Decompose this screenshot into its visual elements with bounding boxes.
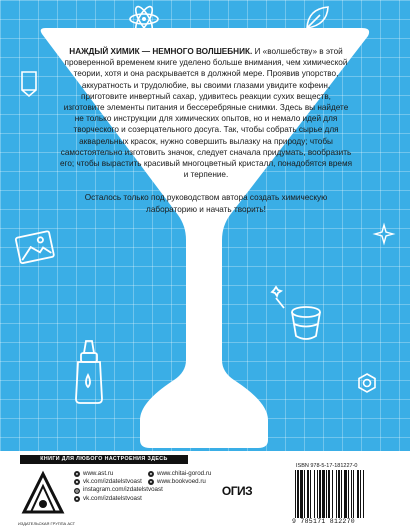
web-icon: ● bbox=[75, 471, 79, 477]
book-description bbox=[60, 46, 352, 215]
link-row[interactable] bbox=[74, 495, 163, 503]
link-text[interactable]: www.ast.ru bbox=[83, 470, 114, 477]
description-outro: Осталось только под руководством автора создать химическую лабораторию и начать творить! bbox=[84, 193, 328, 214]
tagline-banner: КНИГИ ДЛЯ ЛЮБОГО НАСТРОЕНИЯ ЗДЕСЬ bbox=[20, 455, 188, 464]
link-row[interactable] bbox=[148, 470, 211, 478]
picture-icon bbox=[12, 228, 60, 268]
ast-logo-icon bbox=[18, 468, 68, 520]
barcode-image bbox=[294, 470, 392, 518]
description-lead: НАЖДЫЙ ХИМИК — НЕМНОГО ВОЛШЕБНИК. bbox=[69, 47, 253, 56]
ogiz-logo: ОГИЗ bbox=[221, 484, 253, 498]
leaf-icon bbox=[302, 3, 332, 33]
magic-hat-icon bbox=[270, 284, 328, 344]
link-text[interactable]: www.bookvoed.ru bbox=[157, 478, 206, 486]
sparkle-icon bbox=[372, 222, 396, 246]
web-icon: ● bbox=[149, 479, 153, 485]
atom-icon bbox=[128, 4, 160, 34]
links-right bbox=[148, 470, 211, 486]
link-text[interactable]: www.chitai-gorod.ru bbox=[157, 470, 212, 477]
glue-bottle-icon bbox=[70, 337, 114, 409]
link-row[interactable] bbox=[148, 478, 211, 486]
link-row[interactable] bbox=[74, 486, 163, 494]
vk-icon: в bbox=[75, 495, 79, 501]
link-text[interactable]: instagram.com/izdatelstvoast bbox=[83, 486, 163, 494]
instagram-icon: ◎ bbox=[75, 487, 79, 493]
barcode-digits: 9 785171 812270 bbox=[292, 518, 356, 525]
vk-icon: в bbox=[75, 479, 79, 485]
isbn-label: ISBN 978-5-17-181227-0 bbox=[296, 463, 358, 469]
link-text[interactable]: vk.com/izdatelstvoast bbox=[83, 494, 142, 502]
publisher-caption: ИЗДАТЕЛЬСКАЯ ГРУППА АСТ bbox=[18, 521, 76, 526]
nut-icon bbox=[356, 372, 378, 394]
web-icon: ● bbox=[149, 471, 153, 477]
link-text[interactable]: vk.com/izdatelstvoast bbox=[83, 478, 142, 486]
pencil-icon bbox=[16, 68, 42, 98]
description-body: И «волшебству» в этой проверенной временем книге уделено больше внимания, чем химической теории, хотя и она раскрывается в должной мере. Проявив упорство, аккуратность и трудолюбие, вы своими глазами увидите кофеин, приготовите инвертный сахар, удивитесь реакции сухих веществ, изготовите элементы питания и бессеребряные снимки. Здесь вы найдете не только инструкции для химических опытов, но и немало идей для творческого и созерцательного досуга. Так, чтобы собрать сырье для акварельных красок, нужно совершить вылазку на природу; чтобы самостоятельно изготовить значок, следует сначала придумать, вообразить его; чтобы вырастить красивый многоцветный кристалл, понадобятся время и терпение. bbox=[60, 47, 353, 180]
